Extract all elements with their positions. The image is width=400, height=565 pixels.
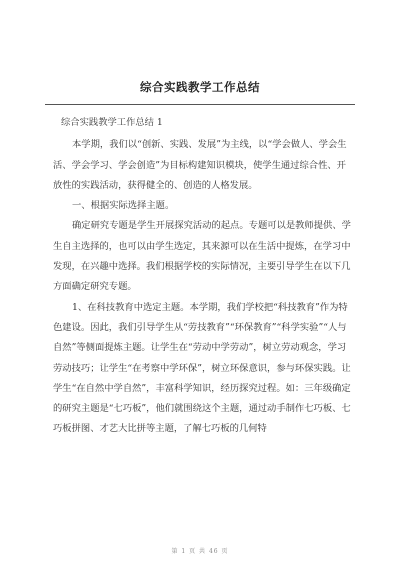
paragraph: 本学期，我们以“创新、实践、发展”为主线，以“学会做人、学会生活、学会学习、学会创造”为目标构建知识模块，使学生通过综合性、开放性的实践活动，获得健全的、创造的人格发展。 (53, 139, 347, 191)
page-footer: 第 1 页 共 46 页 (171, 548, 229, 555)
document-title: 综合实践教学工作总结 (140, 80, 260, 94)
paragraph: 确定研究专题是学生开展探究活动的起点。专题可以是教师提供、学生自主选择的，也可以由学生选定，其来源可以在生活中提炼，在学习中发现，在兴趣中选择。我们根据学校的实际情况，主要引导学生在以下几方面确定研究专题。 (53, 220, 351, 293)
section-heading: 综合实践教学工作总结 1 (61, 117, 163, 128)
document-body (53, 113, 355, 440)
title-divider (45, 104, 355, 105)
paragraph: 一、根据实际选择主题。 (72, 200, 175, 212)
paragraph: 1、在科技教育中选定主题。本学期，我们学校把“科技教育”作为特色建设。因此，我们引导学生从“劳技教育”“环保教育”“科学实验”“人与自然”等侧面提炼主题。让学生在“劳动中学劳动”，树立劳动观念，学习劳动技巧；让学生“在考察中学环保”，树立环保意识，参与环保实践。让学生“在自然中学自然”，丰富科学知识，经历探究过程。如：三年级确定的研究主题是“七巧板”，他们就围绕这个主题，通过动手制作七巧板、七巧板拼图、才艺大比拼等主题，了解七巧板的几何特 (53, 301, 351, 435)
